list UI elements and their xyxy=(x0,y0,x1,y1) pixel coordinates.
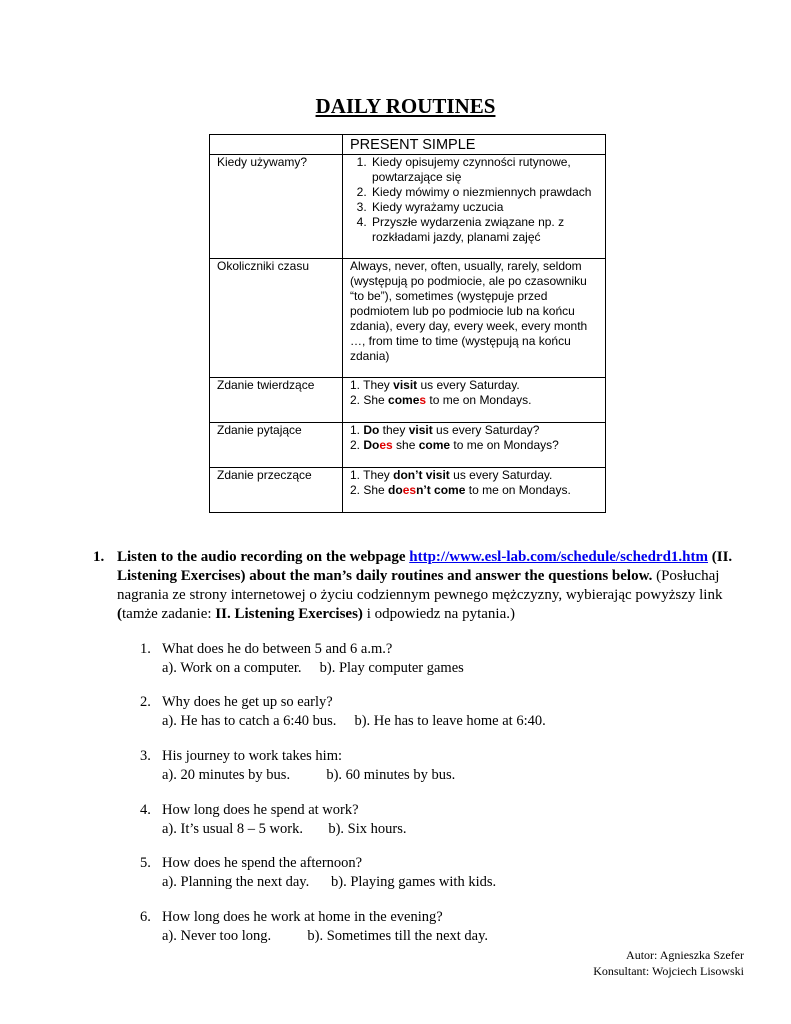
consultant-credit: Konsultant: Wojciech Lisowski xyxy=(593,964,744,978)
row-label-negative: Zdanie przeczące xyxy=(210,468,343,513)
answer-options: a). It’s usual 8 – 5 work. b). Six hours. xyxy=(162,821,407,837)
question-text: How long does he spend at work? xyxy=(162,802,359,818)
text-part: 2. She xyxy=(350,483,389,497)
text-part: 2. She xyxy=(350,393,389,407)
present-simple-table xyxy=(209,134,606,513)
example-sentence xyxy=(350,378,601,393)
question-examples xyxy=(343,423,606,468)
usage-list xyxy=(350,155,601,245)
text-part: to me on Mondays? xyxy=(450,438,559,452)
verb: n’t come xyxy=(416,483,466,497)
example-sentence xyxy=(350,468,601,483)
text-part: us every Saturday? xyxy=(432,423,540,437)
task-exercise-note: (II. Listening Exercises) about the man’s daily routines and answer the questions below. xyxy=(117,549,733,584)
question-6 xyxy=(140,908,488,946)
question-number: 5. xyxy=(140,855,151,871)
table-row-negative xyxy=(210,468,606,513)
question-number: 3. xyxy=(140,748,151,764)
answer-options: a). He has to catch a 6:40 bus. b). He has to leave home at 6:40. xyxy=(162,713,546,729)
verb: visit xyxy=(408,423,433,437)
example-sentence xyxy=(350,423,601,438)
author-credit: Autor: Agnieszka Szefer xyxy=(626,948,744,962)
table-header: PRESENT SIMPLE xyxy=(343,135,606,155)
question-4 xyxy=(140,801,406,839)
text-part: they xyxy=(379,423,409,437)
task-polish-text: i odpowiedz na pytania.) xyxy=(362,606,515,622)
footer-credits xyxy=(593,947,744,979)
table-row-time-expressions xyxy=(210,259,606,378)
verb: don’t visit xyxy=(393,468,450,482)
task-polish-text: (Posłuchaj nagrania ze strony internetowej o życiu codziennym pewnego mężczyzny, wybierając powyższy link xyxy=(117,568,723,603)
task-exercise-name: II. Listening Exercises) xyxy=(215,606,363,622)
text-part: she xyxy=(392,438,419,452)
example-sentence xyxy=(350,483,601,498)
table-header-row xyxy=(210,135,606,155)
example-sentence xyxy=(350,438,601,453)
answer-options: a). 20 minutes by bus. b). 60 minutes by bus. xyxy=(162,767,456,783)
verb: come xyxy=(418,438,451,452)
ending-highlight: es xyxy=(402,483,417,497)
question-text: How does he spend the afternoon? xyxy=(162,855,363,871)
negative-examples xyxy=(343,468,606,513)
row-label-time-expressions: Okoliczniki czasu xyxy=(210,259,343,378)
task-lead: Listen to the audio recording on the webpage xyxy=(117,549,410,565)
row-label-usage: Kiedy używamy? xyxy=(210,155,343,259)
task-text xyxy=(117,548,743,624)
esl-lab-link[interactable]: http://www.esl-lab.com/schedule/schedrd1.htm xyxy=(409,549,708,565)
answer-options: a). Planning the next day. b). Playing games with kids. xyxy=(162,874,497,890)
question-text: How long does he work at home in the evening? xyxy=(162,909,443,925)
auxiliary: Do xyxy=(363,423,380,437)
example-sentence xyxy=(350,393,601,408)
question-text: What does he do between 5 and 6 a.m.? xyxy=(162,641,393,657)
row-label-question: Zdanie pytające xyxy=(210,423,343,468)
text-part: us every Saturday. xyxy=(417,378,520,392)
auxiliary: do xyxy=(388,483,403,497)
ending-highlight: s xyxy=(419,393,427,407)
time-expressions-text: Always, never, often, usually, rarely, seldom (występują po podmiocie, ale po czasowniku “to be”), sometimes (występuje przed podmiotem lub po podmiocie lub na końcu zdania), every day, every week, every month …, from time to time (występują na końcu zdania) xyxy=(343,259,606,378)
text-part: to me on Mondays. xyxy=(465,483,571,497)
ending-highlight: es xyxy=(379,438,393,452)
text-part: 1. They xyxy=(350,468,394,482)
question-5 xyxy=(140,854,496,892)
table-header-empty-cell xyxy=(210,135,343,155)
text-part: us every Saturday. xyxy=(449,468,553,482)
question-number: 4. xyxy=(140,802,151,818)
question-text: His journey to work takes him: xyxy=(162,748,343,764)
task-polish-text: tamże zadanie: xyxy=(122,606,216,622)
verb: visit xyxy=(393,378,418,392)
usage-list-cell xyxy=(343,155,606,259)
list-item: 1. Kiedy opisujemy czynności rutynowe, powtarzające się xyxy=(370,155,601,185)
question-number: 6. xyxy=(140,909,151,925)
affirmative-examples xyxy=(343,378,606,423)
question-text: Why does he get up so early? xyxy=(162,694,333,710)
question-3 xyxy=(140,747,455,785)
page-title: DAILY ROUTINES xyxy=(315,94,496,118)
answer-options: a). Never too long. b). Sometimes till the next day. xyxy=(162,928,489,944)
question-2 xyxy=(140,693,546,731)
table-row-question xyxy=(210,423,606,468)
question-number: 1. xyxy=(140,641,151,657)
list-item: 4. Przyszłe wydarzenia związane np. z rozkładami jazdy, planami zajęć xyxy=(370,215,601,245)
table-row-usage xyxy=(210,155,606,259)
task-instructions xyxy=(93,548,743,624)
text-part: 2. xyxy=(350,438,364,452)
auxiliary: Do xyxy=(363,438,380,452)
question-number: 2. xyxy=(140,694,151,710)
task-number: 1. xyxy=(93,549,105,565)
question-1 xyxy=(140,640,464,678)
text-part: 1. xyxy=(350,423,364,437)
text-part: to me on Mondays. xyxy=(426,393,532,407)
task-paren: ( xyxy=(117,606,122,622)
verb: come xyxy=(388,393,420,407)
list-item: 2. Kiedy mówimy o niezmiennych prawdach xyxy=(370,185,601,200)
list-item: 3. Kiedy wyrażamy uczucia xyxy=(370,200,601,215)
row-label-affirmative: Zdanie twierdzące xyxy=(210,378,343,423)
text-part: 1. They xyxy=(350,378,394,392)
table-row-affirmative xyxy=(210,378,606,423)
answer-options: a). Work on a computer. b). Play computer games xyxy=(162,660,464,676)
